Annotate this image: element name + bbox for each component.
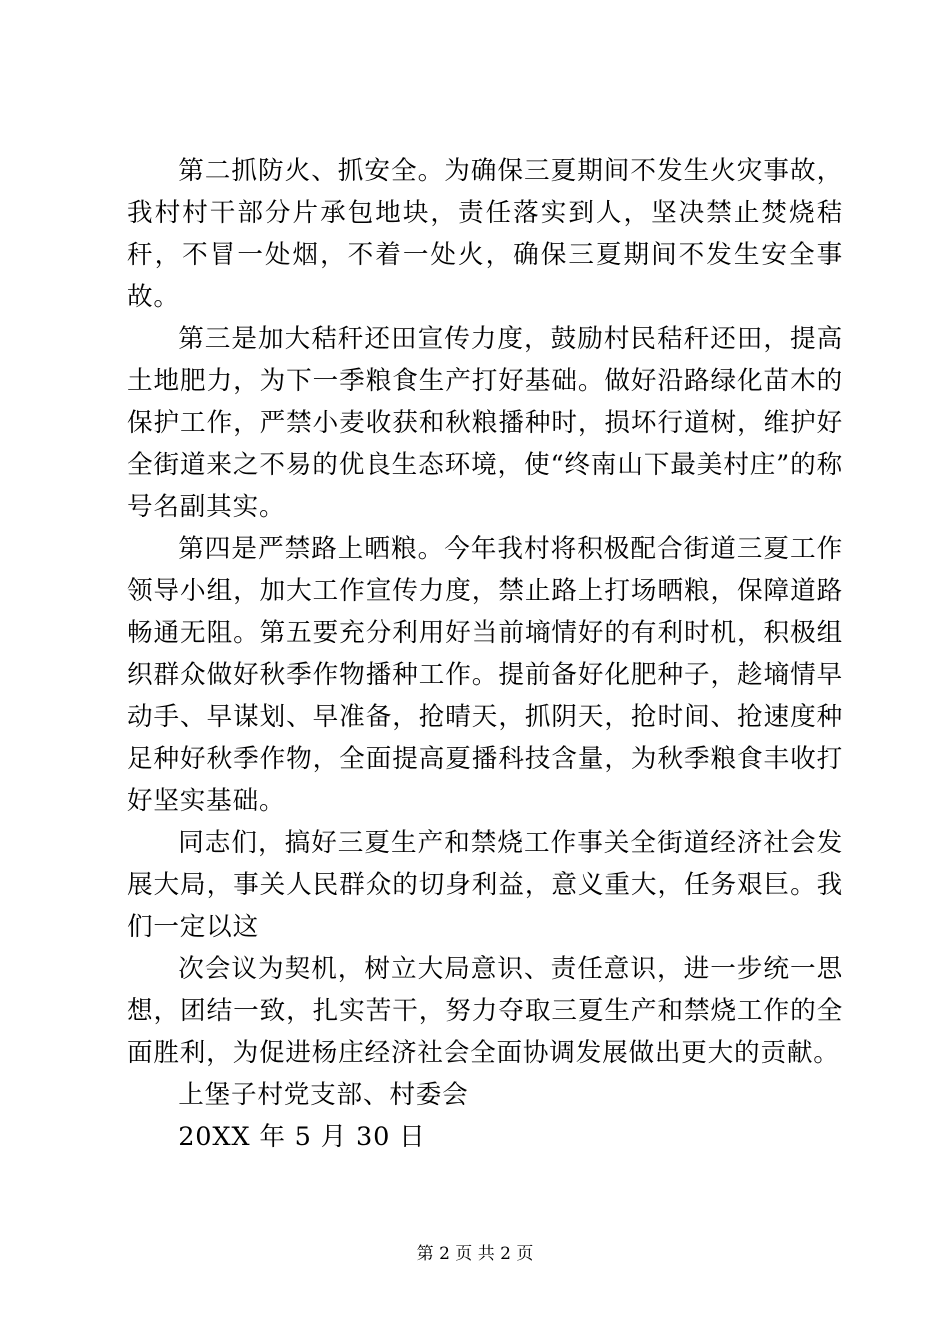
signature: 上堡子村党支部、村委会: [178, 1080, 469, 1110]
paragraph-closing-part1: 同志们，搞好三夏生产和禁烧工作事关全街道经济社会发展大局，事关人民群众的切身利益，意义重大，任务艰巨。我们一定以这: [127, 828, 843, 942]
page-footer: 第 2 页 共 2 页: [416, 1244, 534, 1264]
paragraph-no-drying-grain: 第四是严禁路上晒粮。今年我村将积极配合街道三夏工作领导小组，加大工作宣传力度，禁止路上打场晒粮，保障道路畅通无阻。第五要充分利用好当前墒情好的有利时机，积极组织群众做好秋季作物播种工作。提前备好化肥种子，趁墒情早动手、早谋划、早准备，抢晴天，抓阴天，抢时间、抢速度种足种好秋季作物，全面提高夏播科技含量，为秋季粮食丰收打好坚实基础。: [127, 534, 843, 816]
paragraph-fire-safety: 第二抓防火、抓安全。为确保三夏期间不发生火灾事故，我村村干部分片承包地块，责任落实到人，坚决禁止焚烧秸秆，不冒一处烟，不着一处火，确保三夏期间不发生安全事故。: [127, 156, 843, 312]
paragraph-straw-return: 第三是加大秸秆还田宣传力度，鼓励村民秸秆还田，提高土地肥力，为下一季粮食生产打好基础。做好沿路绿化苗木的保护工作，严禁小麦收获和秋粮播种时，损坏行道树，维护好全街道来之不易的优良生态环境，使“终南山下最美村庄”的称号名副其实。: [127, 324, 843, 522]
date: 20XX 年 5 月 30 日: [178, 1122, 426, 1152]
paragraph-closing-part2: 次会议为契机，树立大局意识、责任意识，进一步统一思想，团结一致，扎实苦干，努力夺取三夏生产和禁烧工作的全面胜利，为促进杨庄经济社会全面协调发展做出更大的贡献。: [127, 954, 843, 1068]
document-body: [127, 150, 843, 1158]
